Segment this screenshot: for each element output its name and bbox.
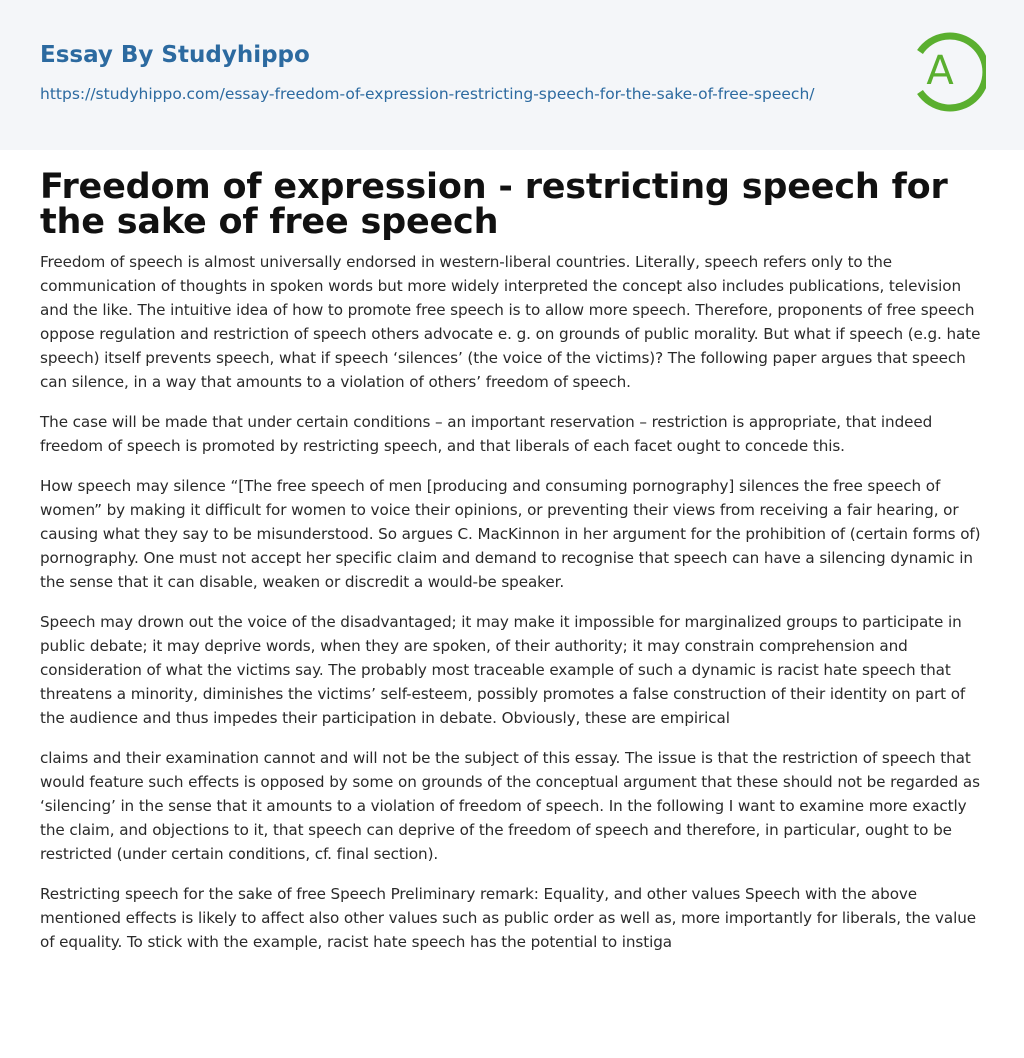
article-paragraph: Restricting speech for the sake of free Speech Preliminary remark: Equality, and other values Speech with the above mentioned effects is likely to affect also other values such as public order as well as, more importantly for liberals, the value of equality. To stick with the example, racist hate speech has the potential to instiga	[40, 885, 976, 951]
studyhippo-logo-icon[interactable]	[906, 28, 986, 116]
article-title: Freedom of expression - restricting speech for the sake of free speech	[40, 167, 948, 242]
article-paragraph: claims and their examination cannot and will not be the subject of this essay. The issue is that the restriction of speech that would feature such effects is opposed by some on grounds of the conceptual argument that these should not be regarded as ‘silencing’ in the sense that it amounts to a violation of freedom of speech. In the following I want to examine more exactly the claim, and objections to it, that speech can deprive of the freedom of speech and therefore, in particular, ought to be restricted (under certain conditions, cf. final section).	[40, 749, 980, 863]
essay-url-link[interactable]: https://studyhippo.com/essay-freedom-of-expression-restricting-speech-for-the-sake-of-free-speech/	[40, 85, 815, 103]
article-paragraph: The case will be made that under certain conditions – an important reservation – restriction is appropriate, that indeed freedom of speech is promoted by restricting speech, and that liberals of each facet ought to concede this.	[40, 413, 933, 455]
site-brand[interactable]: Essay By Studyhippo	[40, 42, 310, 68]
article	[40, 167, 986, 954]
logo-letter: A	[926, 48, 954, 94]
article-paragraph: Speech may drown out the voice of the disadvantaged; it may make it impossible for marginalized groups to participate in public debate; it may deprive words, when they are spoken, of their authority; it may constrain comprehension and consideration of what the victims say. The probably most traceable example of such a dynamic is racist hate speech that threatens a minority, diminishes the victims’ self-esteem, possibly promotes a false construction of their identity on part of the audience and thus impedes their participation in debate. Obviously, these are empirical	[40, 613, 966, 727]
site-header	[0, 0, 1024, 150]
article-paragraph: How speech may silence “[The free speech of men [producing and consuming pornography] silences the free speech of women” by making it difficult for women to voice their opinions, or preventing their views from receiving a fair hearing, or causing what they say to be misunderstood. So argues C. MacKinnon in her argument for the prohibition of (certain forms of) pornography. One must not accept her specific claim and demand to recognise that speech can have a silencing dynamic in the sense that it can disable, weaken or discredit a would-be speaker.	[40, 477, 981, 591]
article-paragraph: Freedom of speech is almost universally endorsed in western-liberal countries. Literally, speech refers only to the communication of thoughts in spoken words but more widely interpreted the concept also includes publications, television and the like. The intuitive idea of how to promote free speech is to allow more speech. Therefore, proponents of free speech oppose regulation and restriction of speech others advocate e. g. on grounds of public morality. But what if speech (e.g. hate speech) itself prevents speech, what if speech ‘silences’ (the voice of the victims)? The following paper argues that speech can silence, in a way that amounts to a violation of others’ freedom of speech.	[40, 253, 981, 391]
